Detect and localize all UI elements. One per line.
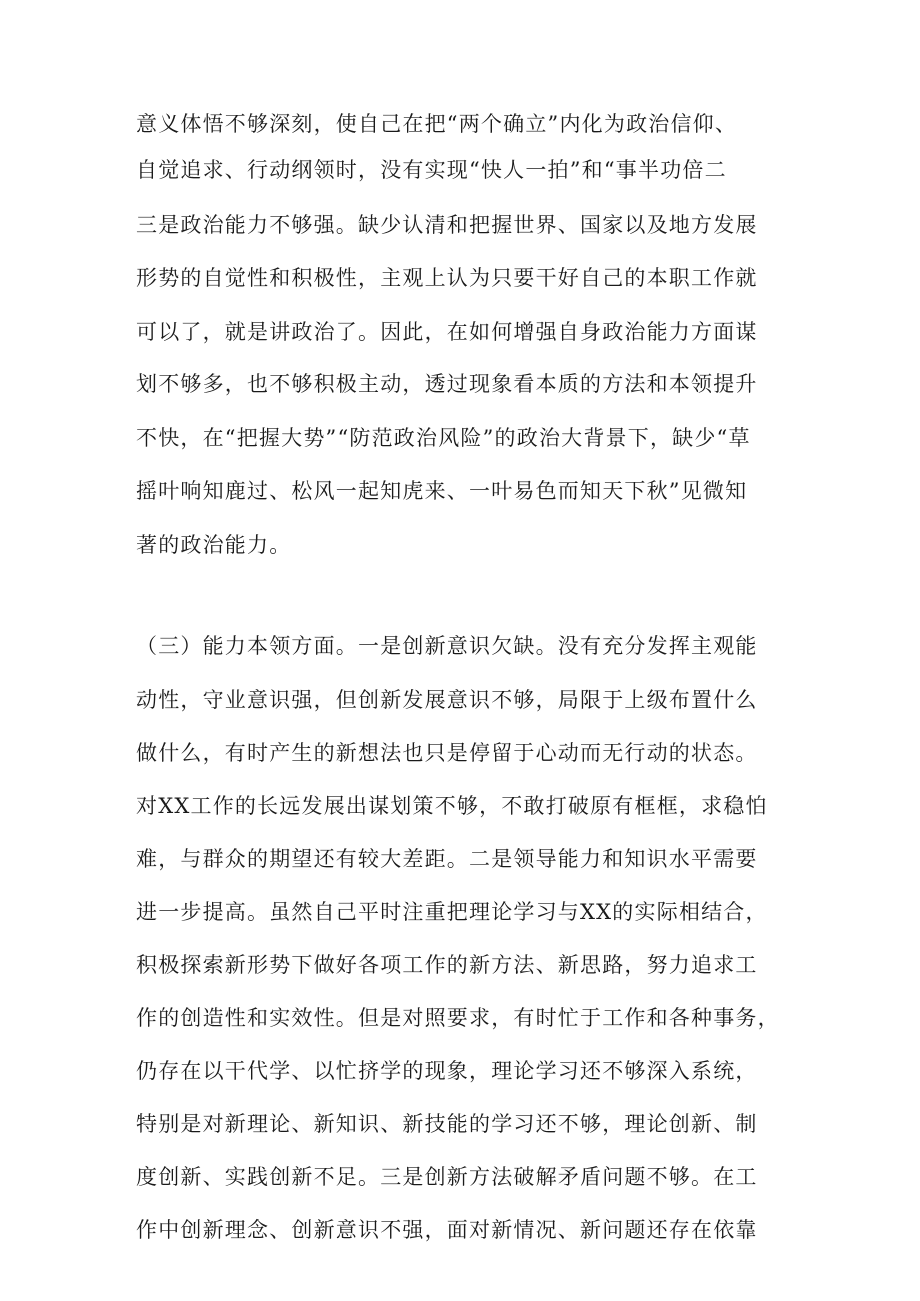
body-text-line: 进一步提高。虽然自己平时注重把理论学习与XX的实际相结合， [136,900,768,924]
body-text-line: 度创新、实践创新不足。三是创新方法破解矛盾问题不够。在工 [136,1165,758,1189]
body-text-line: 作中创新理念、创新意识不强，面对新情况、新问题还存在依靠 [136,1218,758,1242]
body-text-line: 做什么，有时产生的新想法也只是停留于心动而无行动的状态。 [136,741,758,765]
body-text-line: 摇叶响知鹿过、松风一起知虎来、一叶易色而知天下秋”见微知 [136,479,748,503]
section-heading-line: （三）能力本领方面。一是创新意识欠缺。没有充分发挥主观能 [136,634,758,658]
body-text-line: 难，与群众的期望还有较大差距。二是领导能力和知识水平需要 [136,847,758,871]
body-text-line: 不快，在“把握大势”“防范政治风险”的政治大背景下，缺少“草 [136,426,751,450]
body-text-line: 仍存在以干代学、以忙挤学的现象，理论学习还不够深入系统， [136,1059,758,1083]
body-text-line: 积极探索新形势下做好各项工作的新方法、新思路，努力追求工 [136,953,758,977]
body-text-line: 著的政治能力。 [136,533,292,557]
body-text-line: 对XX工作的长远发展出谋划策不够，不敢打破原有框框，求稳怕 [136,794,768,818]
body-text-line: 动性，守业意识强，但创新发展意识不够，局限于上级布置什么 [136,688,758,712]
body-text-line: 可以了，就是讲政治了。因此，在如何增强自身政治能力方面谋 [136,320,758,344]
body-text-line: 意义体悟不够深刻，使自己在把“两个确立”内化为政治信仰、 [136,112,738,136]
body-text-line: 作的创造性和实效性。但是对照要求，有时忙于工作和各种事务， [136,1006,780,1030]
body-text-line: 形势的自觉性和积极性，主观上认为只要干好自己的本职工作就 [136,266,758,290]
body-text-line: 划不够多，也不够积极主动，透过现象看本质的方法和本领提升 [136,372,758,396]
body-text-line: 自觉追求、行动纲领时，没有实现“快人一拍”和“事半功倍二 [136,158,727,182]
body-text-line: 三是政治能力不够强。缺少认清和把握世界、国家以及地方发展 [136,213,758,237]
body-text-line: 特别是对新理论、新知识、新技能的学习还不够，理论创新、制 [136,1112,758,1136]
